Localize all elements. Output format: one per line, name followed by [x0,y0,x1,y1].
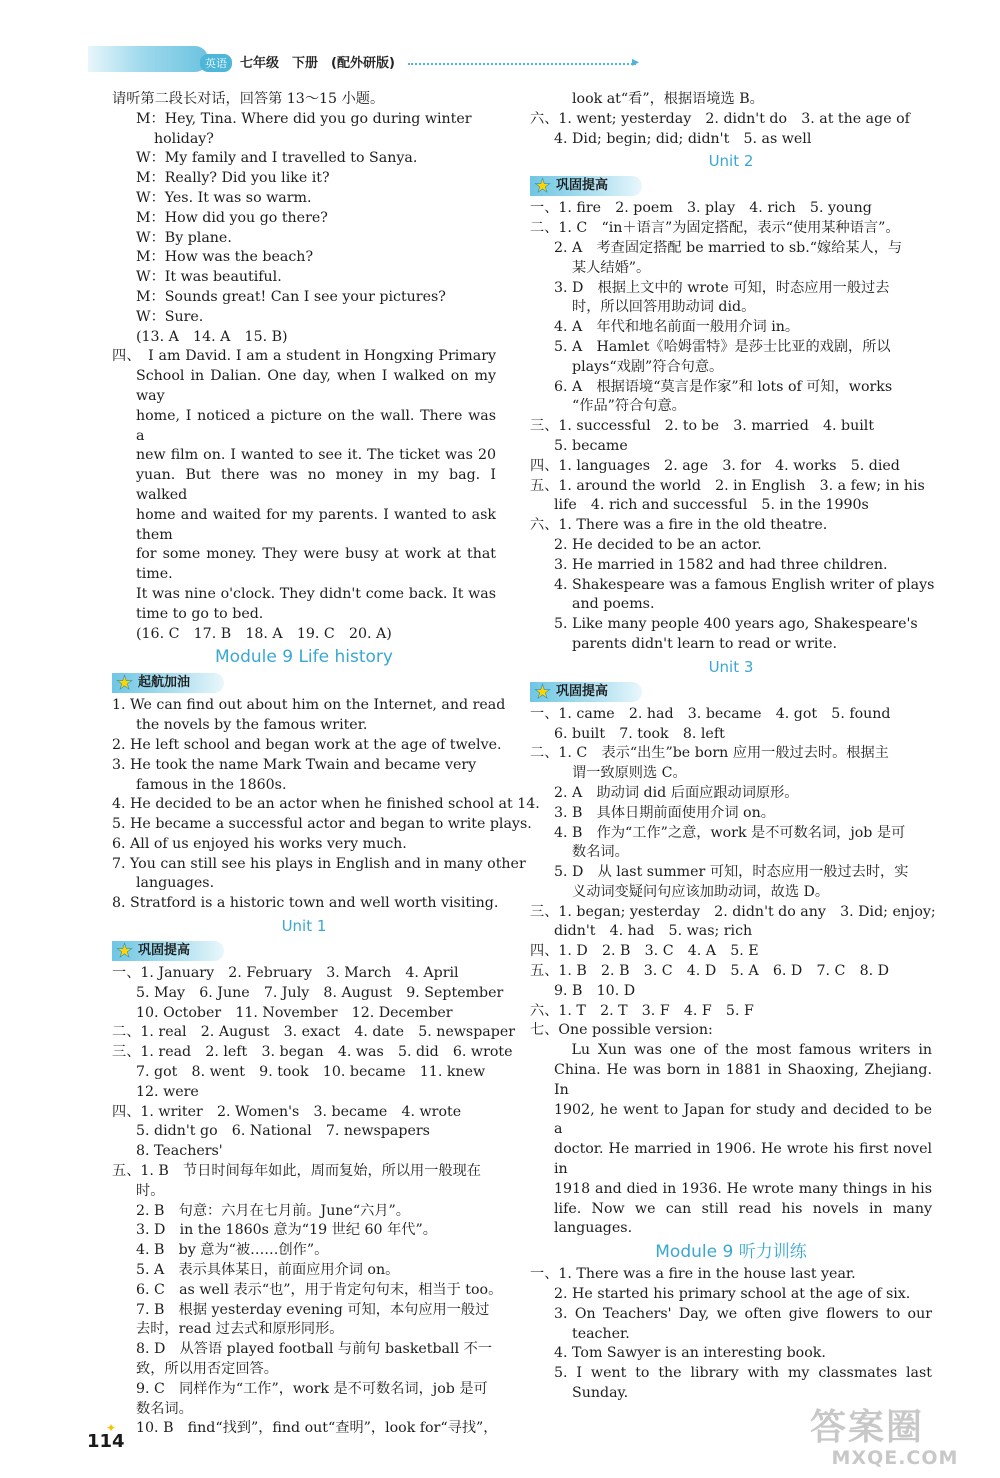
answer-line: 四、1. languages 2. age 3. for 4. works 5. died [530,457,900,474]
answer-line: 致，所以用否定回答。 [136,1361,278,1378]
answer-line: 4. Did; begin; did; didn't 5. as well [554,130,812,147]
answer-line: life 4. rich and successful 5. in the 1990s [554,497,869,514]
answer-line: 时。 [136,1182,165,1199]
answer-line: 7. B 根据 yesterday evening 可知，本句应用一般过 [136,1301,490,1318]
watermark-url: MXQE.COM [831,1447,959,1469]
answer-line: 2. He started his primary school at the age of six. [554,1286,911,1303]
answer-line: languages. [554,1220,633,1237]
answer-line: W：It was beautiful. [136,269,282,286]
answer-line: M：Sounds great! Can I see your pictures? [136,288,446,305]
answer-line: W：My family and I travelled to Sanya. [136,150,418,167]
answer-line: 5. became [554,437,628,454]
answer-line: (16. C 17. B 18. A 19. C 20. A) [136,625,392,642]
header-decoration-band [88,46,208,72]
arrow-icon: ▸ [632,54,640,70]
section-header [112,670,496,696]
answer-line: 2. He left school and began work at the age of twelve. [112,736,502,753]
section-badge [530,682,642,702]
answer-line: 四、 I am David. I am a student in Hongxing Primary [112,348,496,365]
answer-line: 3. B 具体日期前面使用介词 on。 [554,804,775,821]
answer-line: 一、1. There was a fire in the house last year. [530,1266,856,1283]
answer-line: 三、1. began; yesterday 2. didn't do any 3. Did; enjoy; [530,903,936,920]
answer-line: 7. You can still see his plays in English and in many other [112,855,526,872]
answer-line: Lu Xun was one of the most famous writers in [554,1042,932,1059]
answer-line: home and waited for my parents. I wanted to ask them [136,506,496,543]
answer-line: It was nine o'clock. They didn't come back. It was [136,585,496,602]
answer-line: 四、1. D 2. B 3. C 4. A 5. E [530,943,759,960]
answer-line: time to go to bed. [136,605,264,622]
answer-line: look at“看”，根据语境选 B。 [572,91,764,107]
answer-line: 5. A 表示具体某日，前面应用介词 on。 [136,1262,400,1279]
unit-title: Unit 1 [281,917,327,936]
answer-line: M：Really? Did you like it? [136,170,330,187]
answer-line: W：Yes. It was so warm. [136,189,312,206]
answer-line: 8. D 从答语 played football 与前句 basketball 不一 [136,1341,493,1358]
answer-line: teacher. [572,1325,630,1342]
answer-line: 五、1. B 节日时间每年如此，周而复始，所以用一般现在 [112,1163,481,1180]
answer-line: 8. Teachers' [136,1143,223,1160]
answer-line: 五、1. B 2. B 3. C 4. D 5. A 6. D 7. C 8. D [530,963,889,980]
watermark-text: 答案圈 [810,1407,925,1448]
answer-line: 谓一致原则选 C。 [572,765,687,782]
answer-line: 四、1. writer 2. Women's 3. became 4. wrote [112,1103,462,1120]
answer-line: (13. A 14. A 15. B) [136,328,288,345]
answer-line: 2. A 考查固定搭配 be married to sb.“嫁给某人，与 [554,239,903,256]
answer-line: 义动词变疑问句应该加助动词，故选 D。 [572,883,830,900]
answer-line: China. He was born in 1881 in Shaoxing, Zhejiang. In [554,1062,932,1098]
answer-line: 六、1. went; yesterday 2. didn't do 3. at the age of [530,110,910,127]
answer-line: 一、1. fire 2. poem 3. play 4. rich 5. young [530,200,872,217]
answer-line: 三、1. successful 2. to be 3. married 4. built [530,418,875,435]
answer-line: plays“戏剧”符合句意。 [572,358,724,375]
star-icon: ★ [116,672,134,695]
answer-line: 4. He decided to be an actor when he finished school at 14. [112,796,540,813]
answer-line: languages. [136,875,215,892]
answer-line: 6. A 根据语境“莫言是作家”和 lots of 可知，works [554,378,893,395]
answer-line: 七、One possible version: [530,1022,713,1039]
answer-line: 3. On Teachers' Day, we often give flowers to our [554,1305,932,1322]
answer-line: 六、1. There was a fire in the old theatre. [530,517,828,534]
answer-line: 请听第二段长对话，回答第 13～15 小题。 [112,91,385,107]
answer-line: 5. I went to the library with my classmates last [554,1365,932,1382]
watermark-logo [810,1408,980,1470]
answer-line: 4. Shakespeare was a famous English writer of plays [554,576,935,593]
answer-line: Sunday. [572,1385,629,1402]
answer-line: 六、1. T 2. T 3. F 4. F 5. F [530,1002,754,1019]
section-label: 起航加油 [138,675,191,691]
right-column [530,90,936,1404]
answer-line: 二、1. real 2. August 3. exact 4. date 5. newspaper [112,1024,516,1041]
unit-title: Unit 3 [708,657,754,676]
answer-line: 2. A 助动词 did 后面应跟动词原形。 [554,784,799,801]
answer-line: 2. B 句意：六月在七月前。June“六月”。 [136,1202,410,1219]
answer-line: 一、1. January 2. February 3. March 4. April [112,965,459,982]
answer-line: 4. Tom Sawyer is an interesting book. [554,1345,826,1362]
answer-line: 5. Like many people 400 years ago, Shakespeare's [554,616,918,633]
header-dotted-line [408,63,636,65]
answer-line: 五、1. around the world 2. in English 3. a few; in his [530,477,925,494]
answer-line: 2. He decided to be an actor. [554,536,762,553]
answer-line: 时，所以回答用助动词 did。 [572,299,756,316]
answer-line: 某人结婚”。 [572,259,651,276]
answer-line: 6. built 7. took 8. left [554,725,725,742]
answer-line: 1902, he went to Japan for study and decided to be a [554,1101,932,1138]
answer-line: 10. October 11. November 12. December [136,1004,453,1021]
answer-line: 5. A Hamlet《哈姆雷特》是莎士比亚的戏剧，所以 [554,338,891,355]
footer-star-icon: ✦ [106,1421,117,1435]
section-header [530,173,932,199]
answer-line: 5. May 6. June 7. July 8. August 9. September [136,984,504,1001]
section-badge [112,673,224,693]
answer-line: 3. D 根据上文中的 wrote 可知，时态应用一般过去 [554,279,890,296]
answer-line: parents didn't learn to read or write. [572,635,838,652]
answer-line: 7. got 8. went 9. took 10. became 11. knew [136,1064,486,1081]
answer-line: 去时，read 过去式和原形同形。 [136,1321,344,1338]
answer-line: 9. B 10. D [554,982,636,999]
answer-line: 二、1. C “in＋语言”为固定搭配，表示“使用某种语言”。 [530,220,900,237]
answer-line: 一、1. came 2. had 3. became 4. got 5. found [530,705,891,722]
module-title: Module 9 Life history [215,647,393,668]
answer-line: holiday? [154,130,214,147]
answer-line: 5. didn't go 6. National 7. newspapers [136,1123,430,1140]
answer-line: home, I noticed a picture on the wall. There was a [136,407,496,444]
answer-line: 3. He took the name Mark Twain and became very [112,756,477,773]
answer-line: for some money. They were busy at work at that time. [136,546,496,583]
answer-line: W：Sure. [136,308,204,325]
answer-line: famous in the 1860s. [136,776,287,793]
answer-line: 3. D in the 1860s 意为“19 世纪 60 年代”。 [136,1222,437,1239]
answer-line: 三、1. read 2. left 3. began 4. was 5. did 6. wrote [112,1044,513,1061]
book-title: 七年级 下册 (配外研版) [240,56,395,71]
answer-line: 8. Stratford is a historic town and well worth visiting. [112,895,499,912]
answer-line: M：How did you go there? [136,209,328,226]
section-header [530,679,932,705]
section-label: 巩固提高 [556,683,609,699]
answer-line: 4. A 年代和地名前面一般用介词 in。 [554,319,800,336]
answer-line: and poems. [572,596,655,613]
page-header [0,0,1000,90]
answer-line: new film on. I wanted to see it. The ticket was 20 [136,447,496,464]
answer-line: 3. He married in 1582 and had three children. [554,556,888,573]
answer-line: the novels by the famous writer. [136,717,368,734]
answer-line: 1. We can find out about him on the Internet, and read [112,697,506,714]
answer-line: 4. B by 意为“被……创作”。 [136,1242,329,1259]
answer-line: 12. were [136,1083,199,1100]
answer-line: 5. D 从 last summer 可知，时态应用一般过去时，实 [554,864,909,881]
answer-line: life. Now we can still read his novels in many [554,1200,932,1217]
star-icon: ★ [534,680,552,703]
answer-line: 4. B 作为“工作”之意，work 是不可数名词，job 是可 [554,824,906,841]
subject-badge: 英语 [200,54,232,72]
answer-line: 1918 and died in 1936. He wrote many things in his [554,1180,932,1197]
answer-line: M：How was the beach? [136,249,314,266]
section-badge [112,941,224,961]
answer-line: “作品”符合句意。 [572,398,686,415]
answer-line: 数名词。 [572,844,629,861]
star-icon: ★ [534,175,552,198]
star-icon: ★ [116,940,134,963]
page-number: 114 [87,1431,125,1452]
left-column [112,90,540,1439]
answer-line: 6. All of us enjoyed his works very much. [112,835,407,852]
answer-line: W：By plane. [136,229,232,246]
answer-line: M：Hey, Tina. Where did you go during winter [136,110,472,127]
module-title: Module 9 听力训练 [655,1242,807,1263]
section-badge [530,176,642,196]
section-header [112,938,496,964]
section-label: 巩固提高 [138,943,191,959]
answer-line: 10. B find“找到”，find out“查明”，look for“寻找”， [136,1420,498,1437]
answer-line: doctor. He married in 1906. He wrote his first novel in [554,1141,932,1178]
answer-line: didn't 4. had 5. was; rich [554,923,753,940]
answer-line: 二、1. C 表示“出生”be born 应用一般过去时。根据主 [530,745,889,762]
answer-line: School in Dalian. One day, when I walked on my way [136,368,496,404]
unit-title: Unit 2 [708,152,754,171]
answer-line: 6. C as well 表示“也”，用于肯定句句末，相当于 too。 [136,1281,503,1298]
answer-line: 数名词。 [136,1400,193,1417]
answer-line: 5. He became a successful actor and began to write plays. [112,816,532,833]
answer-line: 9. C 同样作为“工作”，work 是不可数名词，job 是可 [136,1380,488,1397]
answer-line: yuan. But there was no money in my bag. I walked [136,467,496,503]
section-label: 巩固提高 [556,178,609,194]
